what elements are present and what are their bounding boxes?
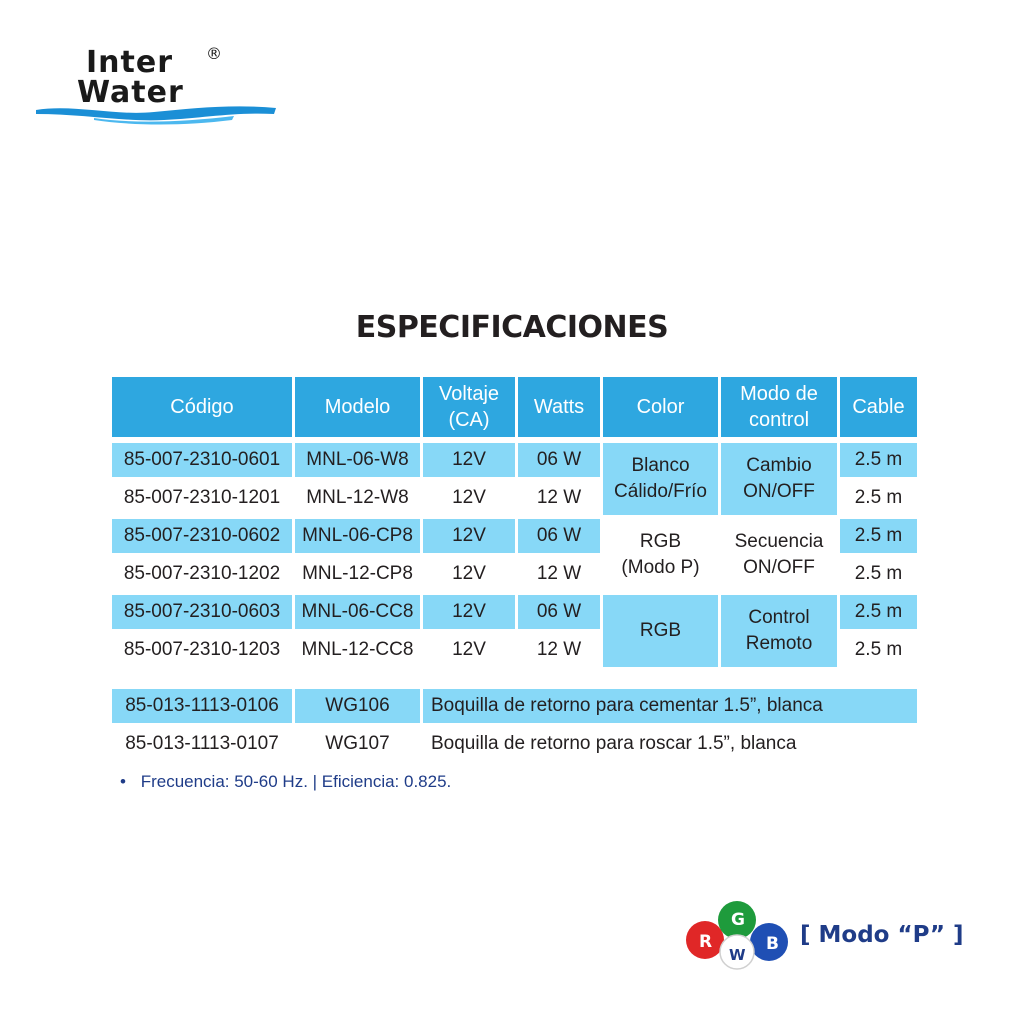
row-6-watts: 12 W <box>536 639 582 660</box>
spec-note <box>120 772 451 792</box>
row-4-modelo: MNL-12-CP8 <box>302 563 413 584</box>
modo-p-label: [ Modo “P” ] <box>800 922 964 948</box>
group-1-color-line2: Cálido/Frío <box>614 481 707 502</box>
group-2-color-line2: (Modo P) <box>621 557 700 578</box>
row-6-codigo: 85-007-2310-1203 <box>123 639 281 660</box>
group-3-modo-line1: Control <box>748 607 810 628</box>
header-codigo: Código <box>112 377 292 437</box>
header-modelo: Modelo <box>295 377 420 437</box>
rgbw-circles-icon <box>684 900 794 970</box>
row-3-cable: 2.5 m <box>840 519 917 553</box>
group-1-modo-line1: Cambio <box>746 455 812 476</box>
group-3-color-line1: RGB <box>639 620 682 641</box>
group-3-modo <box>721 595 837 667</box>
logo-text-inter: Inter <box>86 45 174 80</box>
group-1-modo-line2: ON/OFF <box>743 481 815 502</box>
header-modo-control <box>721 377 837 437</box>
header-watts: Watts <box>518 377 600 437</box>
row-6-modelo: MNL-12-CC8 <box>301 639 414 660</box>
header-modo-line2: control <box>748 409 810 431</box>
group-2-color-line1: RGB <box>639 531 682 552</box>
row-2-modelo: MNL-12-W8 <box>306 487 409 508</box>
letter-r: R <box>699 932 713 952</box>
letter-g: G <box>731 910 745 930</box>
row-4-cable: 2.5 m <box>854 563 903 584</box>
row-5-voltaje: 12V <box>423 595 515 629</box>
row-3-watts: 06 W <box>518 519 600 553</box>
water-wave-icon <box>34 100 280 126</box>
logo-text-water: Water <box>77 75 184 110</box>
row-5-codigo: 85-007-2310-0603 <box>112 595 292 629</box>
accessory-2-modelo: WG107 <box>325 733 390 754</box>
row-3-voltaje: 12V <box>423 519 515 553</box>
modo-p-badge <box>684 900 974 970</box>
row-5-cable: 2.5 m <box>840 595 917 629</box>
accessory-1-modelo: WG106 <box>295 689 420 723</box>
header-color: Color <box>603 377 718 437</box>
inter-water-logo <box>34 42 280 126</box>
accessory-2-descripcion: Boquilla de retorno para roscar 1.5”, blanca <box>431 733 797 754</box>
row-5-modelo: MNL-06-CC8 <box>295 595 420 629</box>
row-3-modelo: MNL-06-CP8 <box>295 519 420 553</box>
row-4-codigo: 85-007-2310-1202 <box>123 563 281 584</box>
row-5-watts: 06 W <box>518 595 600 629</box>
letter-b: B <box>766 934 779 954</box>
row-4-watts: 12 W <box>536 563 582 584</box>
group-2-modo-line1: Secuencia <box>734 531 824 552</box>
row-1-watts: 06 W <box>518 443 600 477</box>
row-6-cable: 2.5 m <box>854 639 903 660</box>
group-3-color <box>603 595 718 667</box>
group-1-color-line1: Blanco <box>631 455 690 476</box>
row-6-voltaje: 12V <box>452 639 486 660</box>
group-1-color <box>603 443 718 515</box>
row-2-watts: 12 W <box>536 487 582 508</box>
accessory-1-codigo: 85-013-1113-0106 <box>112 689 292 723</box>
row-4-voltaje: 12V <box>452 563 486 584</box>
row-2-voltaje: 12V <box>452 487 486 508</box>
row-1-voltaje: 12V <box>423 443 515 477</box>
header-voltaje <box>423 377 515 437</box>
note-bullet: • <box>120 772 126 791</box>
header-cable: Cable <box>840 377 917 437</box>
row-1-codigo: 85-007-2310-0601 <box>112 443 292 477</box>
row-1-modelo: MNL-06-W8 <box>295 443 420 477</box>
row-2-codigo: 85-007-2310-1201 <box>123 487 281 508</box>
group-3-modo-line2: Remoto <box>745 633 813 654</box>
row-2-cable: 2.5 m <box>854 487 903 508</box>
group-1-modo <box>721 443 837 515</box>
header-modo-line1: Modo de <box>740 383 818 405</box>
group-2-modo <box>721 519 837 591</box>
header-voltaje-line1: Voltaje <box>438 383 500 405</box>
header-voltaje-line2: (CA) <box>448 409 490 431</box>
row-1-cable: 2.5 m <box>840 443 917 477</box>
accessory-1-descripcion: Boquilla de retorno para cementar 1.5”, blanca <box>423 689 917 723</box>
group-2-color <box>603 519 718 591</box>
row-3-codigo: 85-007-2310-0602 <box>112 519 292 553</box>
accessory-2-codigo: 85-013-1113-0107 <box>125 733 279 754</box>
note-text: Frecuencia: 50-60 Hz. | Eficiencia: 0.825. <box>140 772 452 791</box>
group-2-modo-line2: ON/OFF <box>743 557 815 578</box>
letter-w: W <box>729 946 746 964</box>
logo-registered-mark: ® <box>206 44 222 63</box>
page-title: ESPECIFICACIONES <box>355 310 669 345</box>
